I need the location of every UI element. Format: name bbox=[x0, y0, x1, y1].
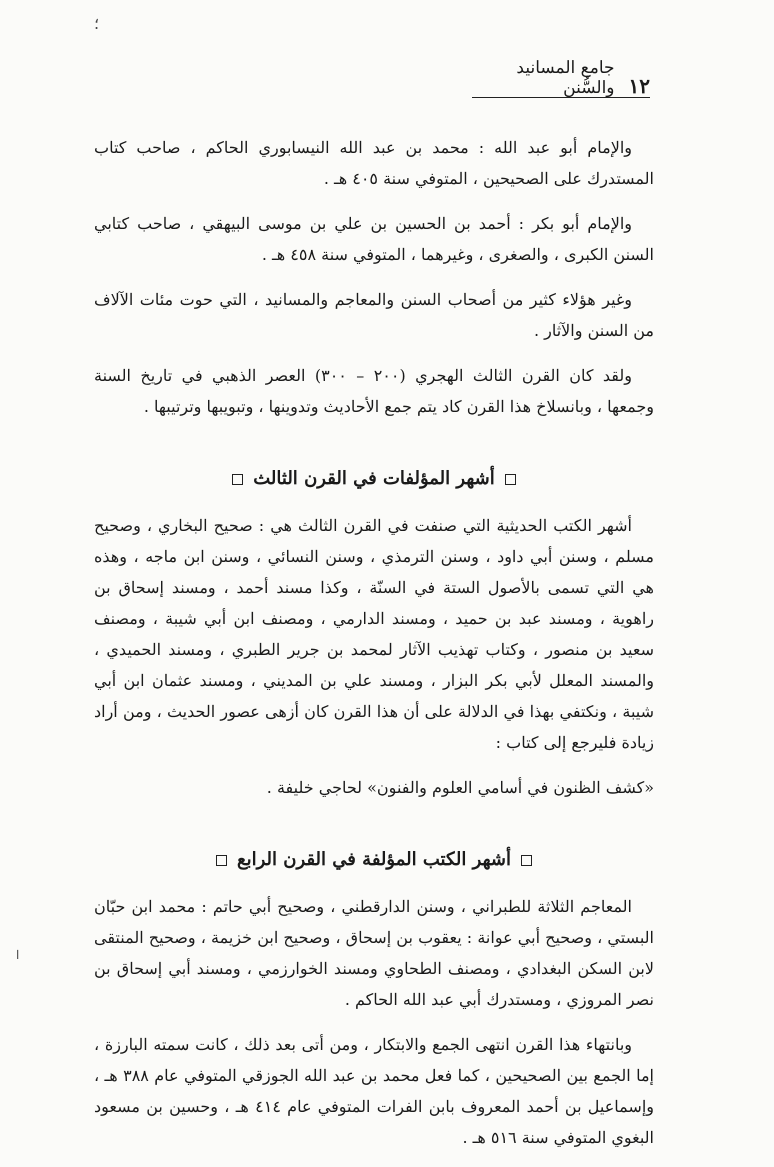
paragraph: والإمام أبو بكر : أحمد بن الحسين بن علي بن موسى البيهقي ، صاحب كتابي السنن الكبرى ، والصغرى ، وغيرهما ، المتوفي سنة ٤٥٨ هـ . bbox=[94, 214, 654, 264]
section-heading bbox=[94, 845, 654, 875]
paragraph: ولقد كان القرن الثالث الهجري (٢٠٠ – ٣٠٠) العصر الذهبي في تاريخ السنة وجمعها ، وبانسلاخ هذا القرن كاد يتم جمع الأحاديث وتدوينها ، وتبويبها وترتيبها . bbox=[94, 366, 654, 416]
header-rule bbox=[472, 97, 650, 98]
square-bullet-icon bbox=[216, 855, 227, 866]
book-citation: «كشف الظنون في أسامي العلوم والفنون» لحاجي خليفة . bbox=[266, 778, 654, 797]
section-heading-text: أشهر الكتب المؤلفة في القرن الرابع bbox=[237, 849, 511, 870]
paragraph: وغير هؤلاء كثير من أصحاب السنن والمعاجم والمسانيد ، التي حوت مئات الآلاف من السنن والآثار . bbox=[94, 290, 654, 340]
corner-mark: ؛ bbox=[94, 14, 100, 33]
paragraph: المعاجم الثلاثة للطبراني ، وسنن الدارقطني ، وصحيح أبي حاتم : محمد ابن حبّان البستي ، وصحيح أبي عوانة : يعقوب بن إسحاق ، وصحيح ابن خزيمة ، وصحيح المنتقى لابن السكن البغدادي ، ومصنف الطحاوي ومسند الخوارزمي ، ومسند أبي إسحاق بن نصر المروزي ، ومستدرك أبي عبد الله الحاكم . bbox=[94, 897, 654, 1009]
square-bullet-icon bbox=[505, 474, 516, 485]
running-title: جامع المسانيد والسُّنن bbox=[516, 58, 615, 98]
paragraph: أشهر الكتب الحديثية التي صنفت في القرن الثالث هي : صحيح البخاري ، وصحيح مسلم ، وسنن أبي داود ، وسنن الترمذي ، وسنن النسائي ، وسنن ابن ماجه ، وهذه هي التي تسمى بالأصول الستة في السنّة ، وكذا مسند أحمد ، ومسند إسحاق بن راهوية ، ومسند عبد بن حميد ، ومسند الدارمي ، ومصنف ابن أبي شيبة ، ومصنف سعيد بن منصور ، وكتاب تهذيب الآثار لمحمد بن جرير الطبري ، ومسند الحميدي ، والمسند المعلل لأبي بكر البزار ، ومسند علي بن المديني ، ومسند عثمان ابن أبي شيبة ، ونكتفي بهذا في الدلالة على أن هذا القرن كان أزهى عصور الحديث ، ومن أراد زيادة فليرجع إلى كتاب : bbox=[94, 516, 655, 752]
section-heading bbox=[94, 464, 654, 494]
square-bullet-icon bbox=[521, 855, 532, 866]
paragraph: وبانتهاء هذا القرن انتهى الجمع والابتكار ، ومن أتى بعد ذلك ، كانت سمته البارزة ، إما الجمع بين الصحيحين ، كما فعل محمد بن عبد الله الجوزقي المتوفي عام ٣٨٨ هـ ، وإسماعيل بن أحمد المعروف بابن الفرات المتوفي عام ٤١٤ هـ ، وحسين بن مسعود البغوي المتوفي سنة ٥١٦ هـ . bbox=[94, 1035, 655, 1147]
section-heading-text: أشهر المؤلفات في القرن الثالث bbox=[253, 468, 495, 489]
page-body bbox=[94, 132, 654, 1167]
margin-mark: ا bbox=[16, 948, 20, 962]
running-header bbox=[470, 58, 650, 98]
page-number: ١٢ bbox=[628, 74, 650, 98]
paragraph: والإمام أبو عبد الله : محمد بن عبد الله النيسابوري الحاكم ، صاحب كتاب المستدرك على الصحيحين ، المتوفي سنة ٤٠٥ هـ . bbox=[94, 138, 654, 188]
square-bullet-icon bbox=[232, 474, 243, 485]
